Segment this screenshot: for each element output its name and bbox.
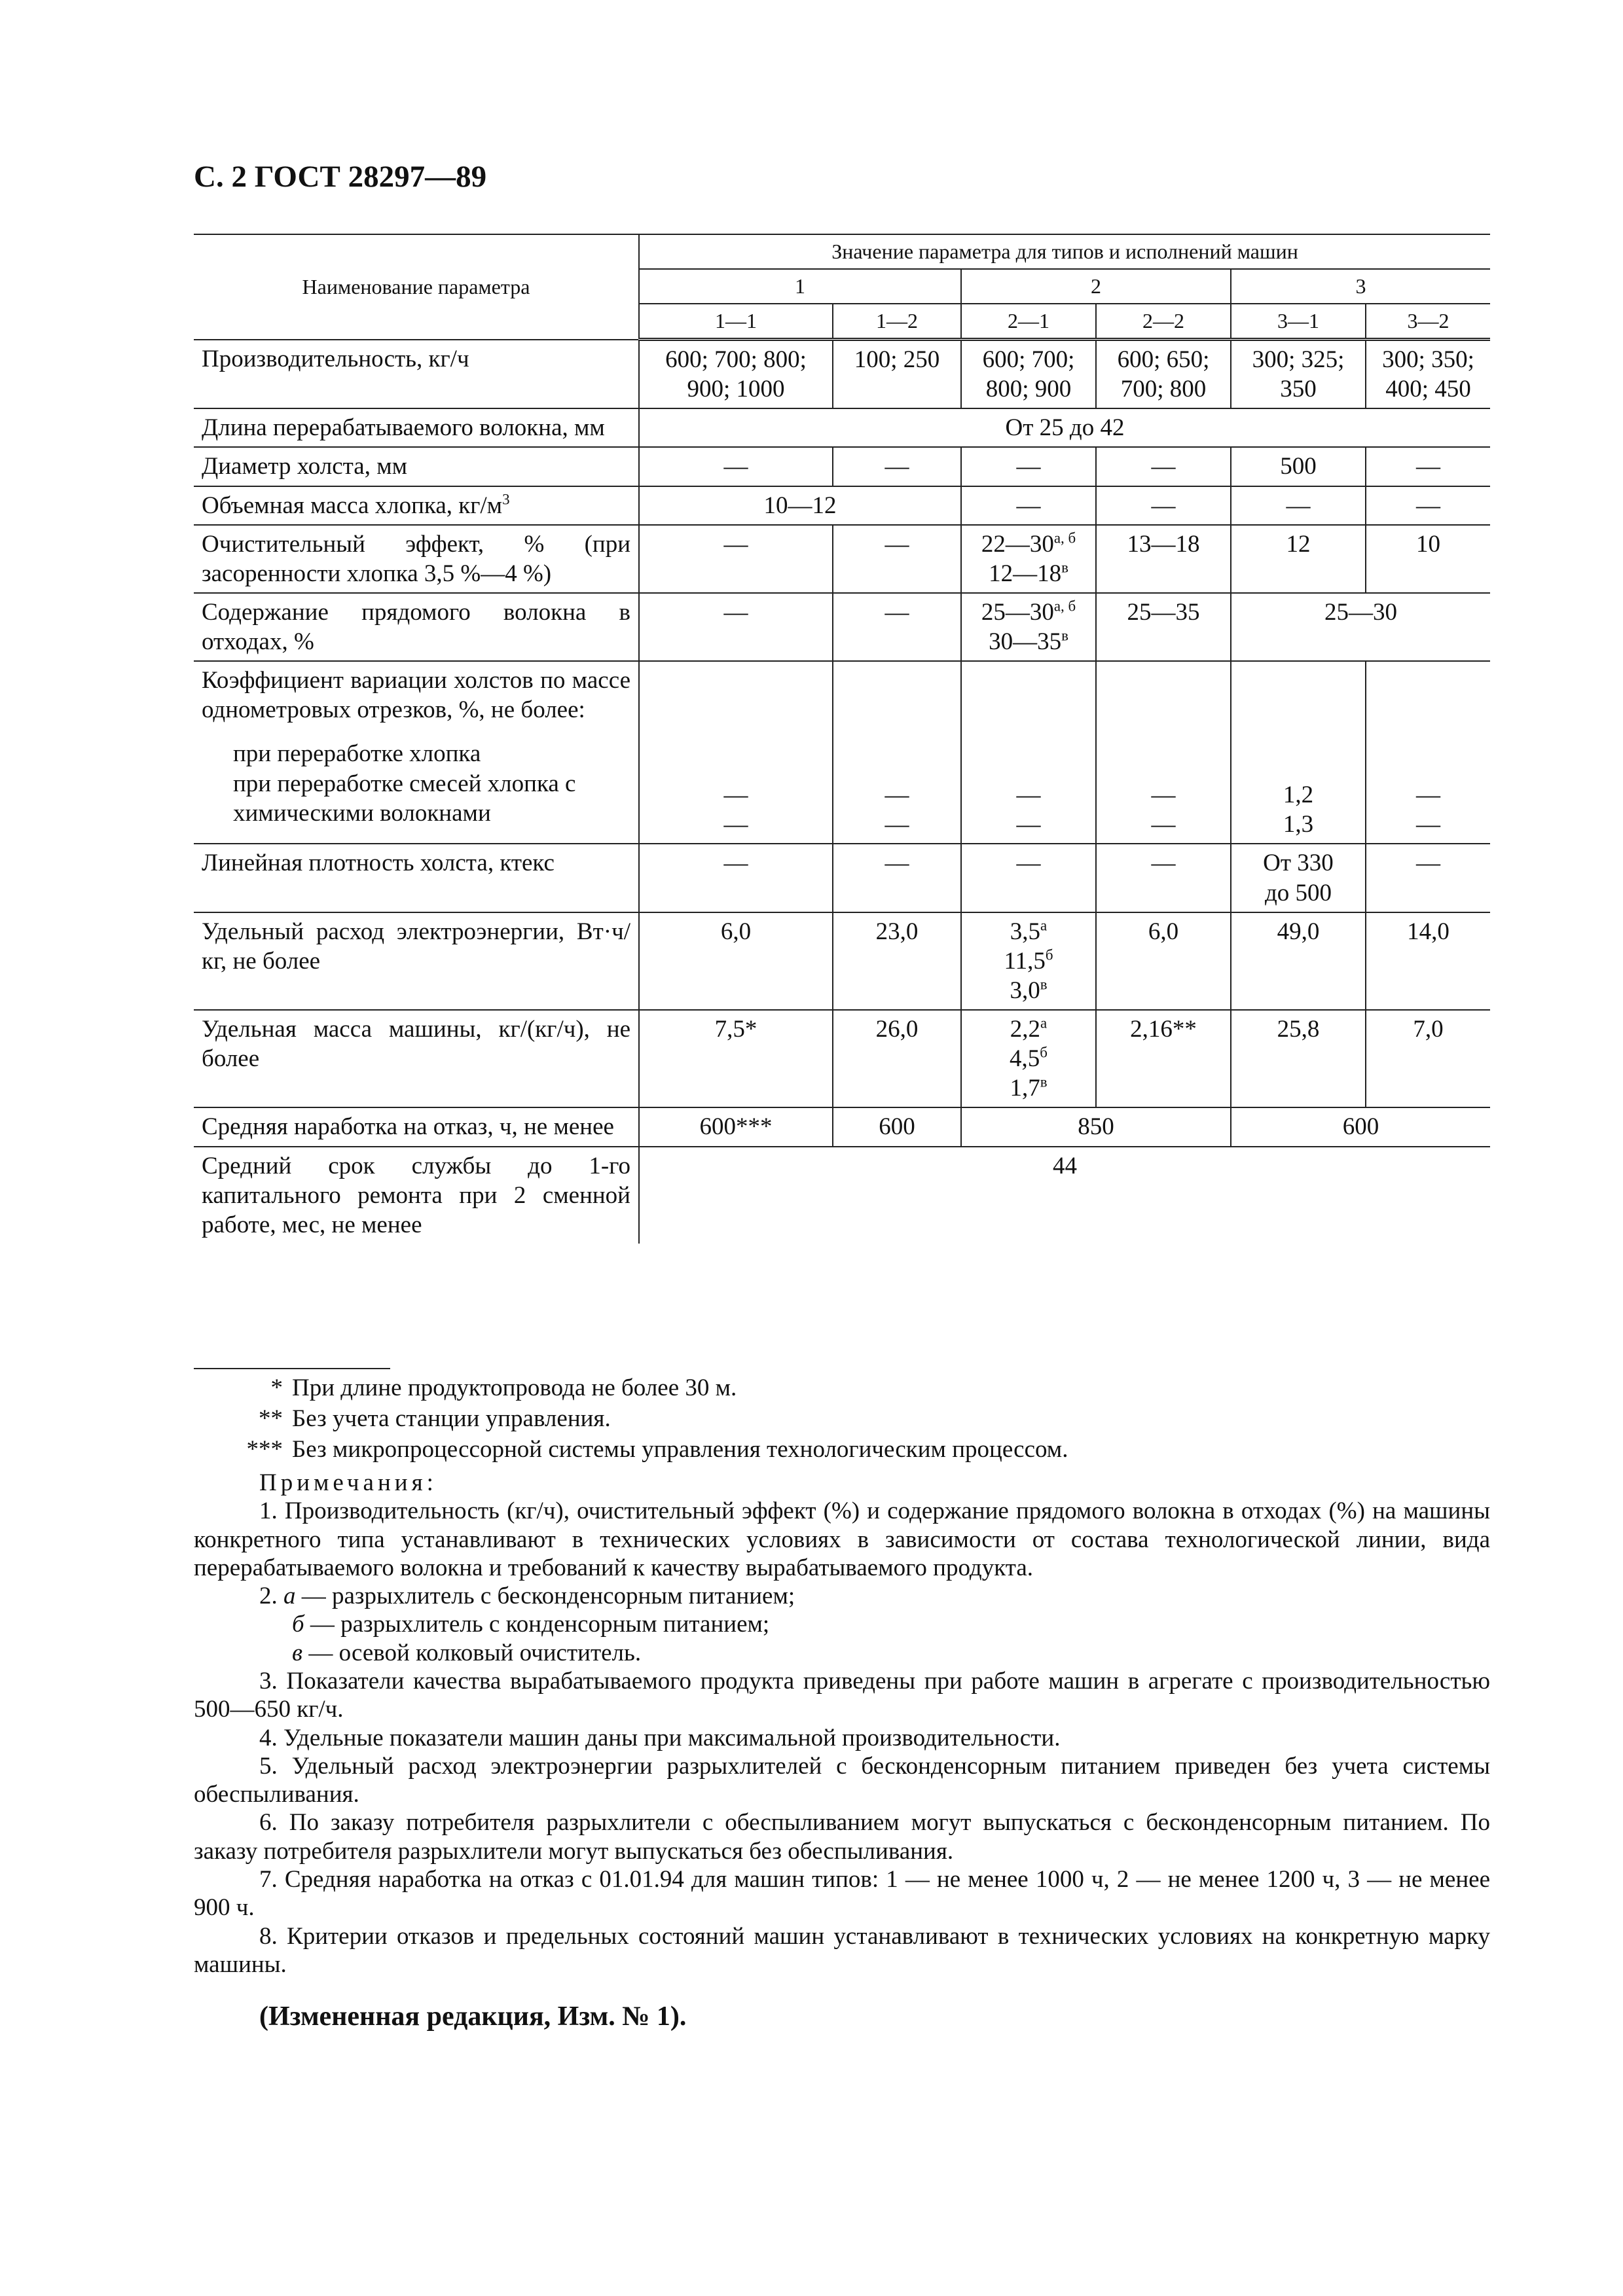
cell: —	[961, 486, 1096, 525]
cell: —	[833, 447, 961, 486]
cell: —	[1231, 486, 1366, 525]
row-lap-diameter	[194, 447, 1490, 486]
cell: —	[1366, 447, 1490, 486]
cell: 500	[1231, 447, 1366, 486]
cell: 600; 700; 800; 900	[961, 340, 1096, 409]
cell: 25,8	[1231, 1010, 1366, 1107]
note: 6. По заказу потребителя разрыхлители с обеспыливанием могут выпускаться с бесконденсорным питанием. По заказу потребителя разрыхлители могут выпускаться без обеспыливания.	[194, 1809, 1490, 1865]
cell: 7,5*	[639, 1010, 833, 1107]
variant-header-2-1: 2—1	[961, 304, 1096, 340]
cell: 100; 250	[833, 340, 961, 409]
cell: 300; 350; 400; 450	[1366, 340, 1490, 409]
cell: $3,5^а$ $11,5^б$ $3,0^в$	[961, 912, 1096, 1010]
note: б — разрыхлитель с конденсорным питанием;	[292, 1611, 770, 1638]
cell: —	[833, 844, 961, 912]
cell: От 25 до 42	[639, 408, 1490, 447]
cell: —	[1366, 486, 1490, 525]
cell: —	[639, 525, 833, 593]
row-productivity	[194, 340, 1490, 409]
param-name-header: Наименование параметра	[194, 234, 639, 340]
note: в — осевой колковый очиститель.	[292, 1639, 642, 1666]
cell: 6,0	[639, 912, 833, 1010]
footnote: * При длине продуктопровода не более 30 м.	[270, 1374, 737, 1401]
notes-title: Примечания:	[259, 1469, 437, 1496]
note: 4. Удельные показатели машин даны при максимальной производительности.	[259, 1724, 1061, 1751]
cell: —	[639, 447, 833, 486]
cell: От 330 до 500	[1231, 844, 1366, 912]
footnotes	[236, 1373, 1068, 1465]
cell: —	[1366, 844, 1490, 912]
variant-header-3-1: 3—1	[1231, 304, 1366, 340]
type-header-2: 2	[961, 269, 1231, 304]
cell: 14,0	[1366, 912, 1490, 1010]
row-machine-mass	[194, 1010, 1490, 1107]
cell: 25—30	[1231, 593, 1490, 661]
cell: 600	[833, 1107, 961, 1146]
row-cleaning	[194, 525, 1490, 593]
cell: —	[1096, 486, 1231, 525]
note: 1. Производительность (кг/ч), очистительный эффект (%) и содержание прядомого волокна в отходах (%) на машины конкретного типа устанавливают в технических условиях в зависимости от состава технологической линии, вида перерабатываемого волокна и требований к качеству вырабатываемого продукта.	[194, 1498, 1490, 1581]
row-mtbf	[194, 1107, 1490, 1146]
cell: 600***	[639, 1107, 833, 1146]
row-name: Содержание прядомого волокна в отходах, %	[194, 593, 639, 661]
row-name: Удельная масса машины, кг/(кг/ч), не более	[194, 1010, 639, 1107]
row-spinnable-fiber	[194, 593, 1490, 661]
row-fiber-length	[194, 408, 1490, 447]
page-header: С. 2 ГОСТ 28297—89	[194, 160, 487, 194]
cell: 23,0	[833, 912, 961, 1010]
row-variation	[194, 661, 1490, 844]
row-energy	[194, 912, 1490, 1010]
row-name: Очистительный эффект, % (при засоренности хлопка 3,5 %—4 %)	[194, 525, 639, 593]
note: 7. Средняя наработка на отказ с 01.01.94 для машин типов: 1 — не менее 1000 ч, 2 — не менее 1200 ч, 3 — не менее 900 ч.	[194, 1865, 1490, 1922]
cell: 1,2 1,3	[1231, 661, 1366, 844]
cell: 12	[1231, 525, 1366, 593]
row-service-life	[194, 1147, 1490, 1244]
cell: $2,2^а$ $4,5^б$ $1,7^в$	[961, 1010, 1096, 1107]
cell: $22—30^{а, б}$ $12—18^в$	[961, 525, 1096, 593]
parameters-table	[194, 234, 1490, 1244]
cell: $25—30^{а, б}$ $30—35^в$	[961, 593, 1096, 661]
cell: 44	[639, 1147, 1490, 1244]
cell: 10	[1366, 525, 1490, 593]
note: 8. Критерии отказов и предельных состояний машин устанавливают в технических условиях на конкретную марку машины.	[194, 1922, 1490, 1978]
cell: —	[833, 593, 961, 661]
cell: —	[833, 525, 961, 593]
cell: 2,16**	[1096, 1010, 1231, 1107]
cell: 6,0	[1096, 912, 1231, 1010]
row-name: Объемная масса хлопка, $кг/м^3$	[194, 486, 639, 525]
cell: —	[639, 593, 833, 661]
cell: —	[961, 447, 1096, 486]
row-name: Производительность, кг/ч	[194, 340, 639, 409]
type-header-3: 3	[1231, 269, 1490, 304]
cell: 600	[1231, 1107, 1490, 1146]
row-name: Средний срок службы до 1-го капитального ремонта при 2 сменной работе, мес, не менее	[194, 1147, 639, 1244]
cell: — —	[833, 661, 961, 844]
cell: 850	[961, 1107, 1231, 1146]
row-name: Удельный расход электроэнергии, Вт·ч/кг, не более	[194, 912, 639, 1010]
cell: 26,0	[833, 1010, 961, 1107]
cell: 25—35	[1096, 593, 1231, 661]
variant-header-1-2: 1—2	[833, 304, 961, 340]
cell: —	[639, 844, 833, 912]
row-linear-density	[194, 844, 1490, 912]
footnote-divider	[194, 1368, 390, 1369]
note: 5. Удельный расход электроэнергии разрыхлителей с бесконденсорным питанием приведен без учета системы обеспыливания.	[194, 1752, 1490, 1808]
row-name: Линейная плотность холста, ктекс	[194, 844, 639, 912]
cell: —	[961, 844, 1096, 912]
cell: — —	[1366, 661, 1490, 844]
footnote: ** Без учета станции управления.	[259, 1405, 611, 1432]
cell: —	[1096, 844, 1231, 912]
cell: — —	[1096, 661, 1231, 844]
footnote: *** Без микропроцессорной системы управления технологическим процессом.	[246, 1435, 1068, 1463]
cell: — —	[961, 661, 1096, 844]
variant-header-3-2: 3—2	[1366, 304, 1490, 340]
type-header-1: 1	[639, 269, 961, 304]
note: 3. Показатели качества вырабатываемого продукта приведены при работе машин в агрегате с производительностью 500—650 кг/ч.	[194, 1667, 1490, 1723]
row-name: Средняя наработка на отказ, ч, не менее	[194, 1107, 639, 1146]
cell: 300; 325; 350	[1231, 340, 1366, 409]
cell: —	[1096, 447, 1231, 486]
row-name: Коэффициент вариации холстов по массе однометровых отрезков, %, не более: при переработке хлопка при переработке смесей хлопка с химическими волокнами	[194, 661, 639, 844]
cell: 10—12	[639, 486, 961, 525]
variant-header-1-1: 1—1	[639, 304, 833, 340]
row-bulk-density	[194, 486, 1490, 525]
row-subname: при переработке хлопка	[233, 740, 481, 768]
notes-section	[194, 1469, 1490, 1979]
variant-header-2-2: 2—2	[1096, 304, 1231, 340]
cell: 49,0	[1231, 912, 1366, 1010]
group-header: Значение параметра для типов и исполнений машин	[639, 234, 1490, 269]
amendment-note: (Измененная редакция, Изм. № 1).	[259, 2001, 687, 2032]
row-subname: при переработке смесей хлопка с химическими волокнами	[233, 770, 576, 827]
cell: 600; 700; 800; 900; 1000	[639, 340, 833, 409]
note: 2. а — разрыхлитель с бесконденсорным питанием;	[259, 1583, 795, 1610]
cell: 600; 650; 700; 800	[1096, 340, 1231, 409]
row-name: Длина перерабатываемого волокна, мм	[194, 408, 639, 447]
cell: — —	[639, 661, 833, 844]
row-name: Диаметр холста, мм	[194, 447, 639, 486]
cell: 13—18	[1096, 525, 1231, 593]
cell: 7,0	[1366, 1010, 1490, 1107]
